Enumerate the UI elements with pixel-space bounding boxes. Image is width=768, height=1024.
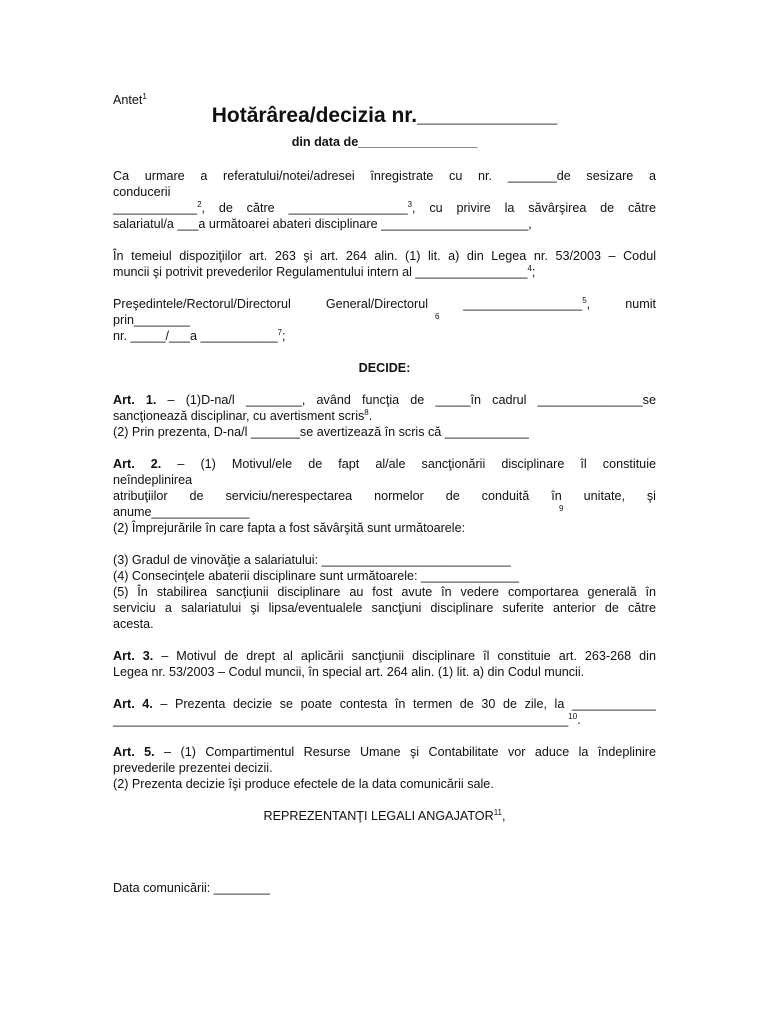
antet-label: Antet$^1$ — [113, 92, 147, 107]
temei-paragraph: În temeiul dispoziţiilor art. 263 şi art. 264 alin. (1) lit. a) din Legea nr. 53/2003 – Codul muncii şi potrivit prevederilor Regulamentului intern al ________________$^4$; — [113, 249, 656, 279]
decide-heading: DECIDE: — [358, 361, 411, 375]
article-5: Art. 5. – (1) Compartimentul Resurse Umane şi Contabilitate vor aduce la îndeplinire prevederile prezentei decizii. (2) Prezenta decizie îşi produce efectele de la data comunicării sale. — [113, 745, 656, 791]
presedinte-paragraph: Preşedintele/Rectorul/Directorul General/Directorul _________________$^5$, numit prin________ 6 nr. _____/___a ___________$^7$; — [113, 296, 657, 343]
intro-paragraph: Ca urmare a referatului/notei/adresei înregistrate cu nr. _______de sesizare a conducerii ____________$^2$, de către _________________$^3$, cu privire la săvârşirea de către salariatul/a ___a următoarei abateri disciplinare _____________________, — [113, 169, 656, 231]
document-title: Hotărârea/decizia nr.____________ — [211, 104, 558, 127]
article-4: Art. 4. – Prezenta decizie se poate contesta în termen de 30 de zile, la ____________ _________________________________________________________________$^{10}$. — [113, 697, 656, 727]
article-1: Art. 1. – (1)D-na/l ________, având funcţia de _____în cadrul _______________se sancţionează disciplinar, cu avertisment scris$^8$. (2) Prin prezenta, D-na/l _______se avertizează în scris că ____________ — [113, 393, 656, 439]
article-2: Art. 2. – (1) Motivul/ele de fapt al/ale sancţionării disciplinare îl constituie neîndeplinirea atribuţiilor de serviciu/nerespectarea normelor de conduită în unitate, şi anume______________ 9 (2) Împrejurările în care fapta a fost săvârşită sunt următoarele: (3) Gradul de vinovăţie a salariatului: ___________________________ (4) Consecinţele abaterii disciplinare sunt următoarele: ______________ (5) În stabilirea sancţiunii disciplinare au fost avute în vedere comportarea generală în serviciu a salariatului şi lipsa/eventualele sancţiuni disciplinare suferite anterior de către acesta. — [113, 457, 656, 631]
communication-date: Data comunicării: ________ — [113, 881, 270, 895]
document-page — [113, 92, 656, 896]
article-3: Art. 3. – Motivul de drept al aplicării sancţiunii disciplinare îl constituie art. 263-268 din Legea nr. 53/2003 – Codul muncii, în special art. 264 alin. (1) lit. a) din Codul muncii. — [113, 649, 656, 679]
signature-block: REPREZENTANŢI LEGALI ANGAJATOR$^{11}$, — [263, 808, 506, 823]
document-date: din data de_________________ — [291, 135, 478, 149]
